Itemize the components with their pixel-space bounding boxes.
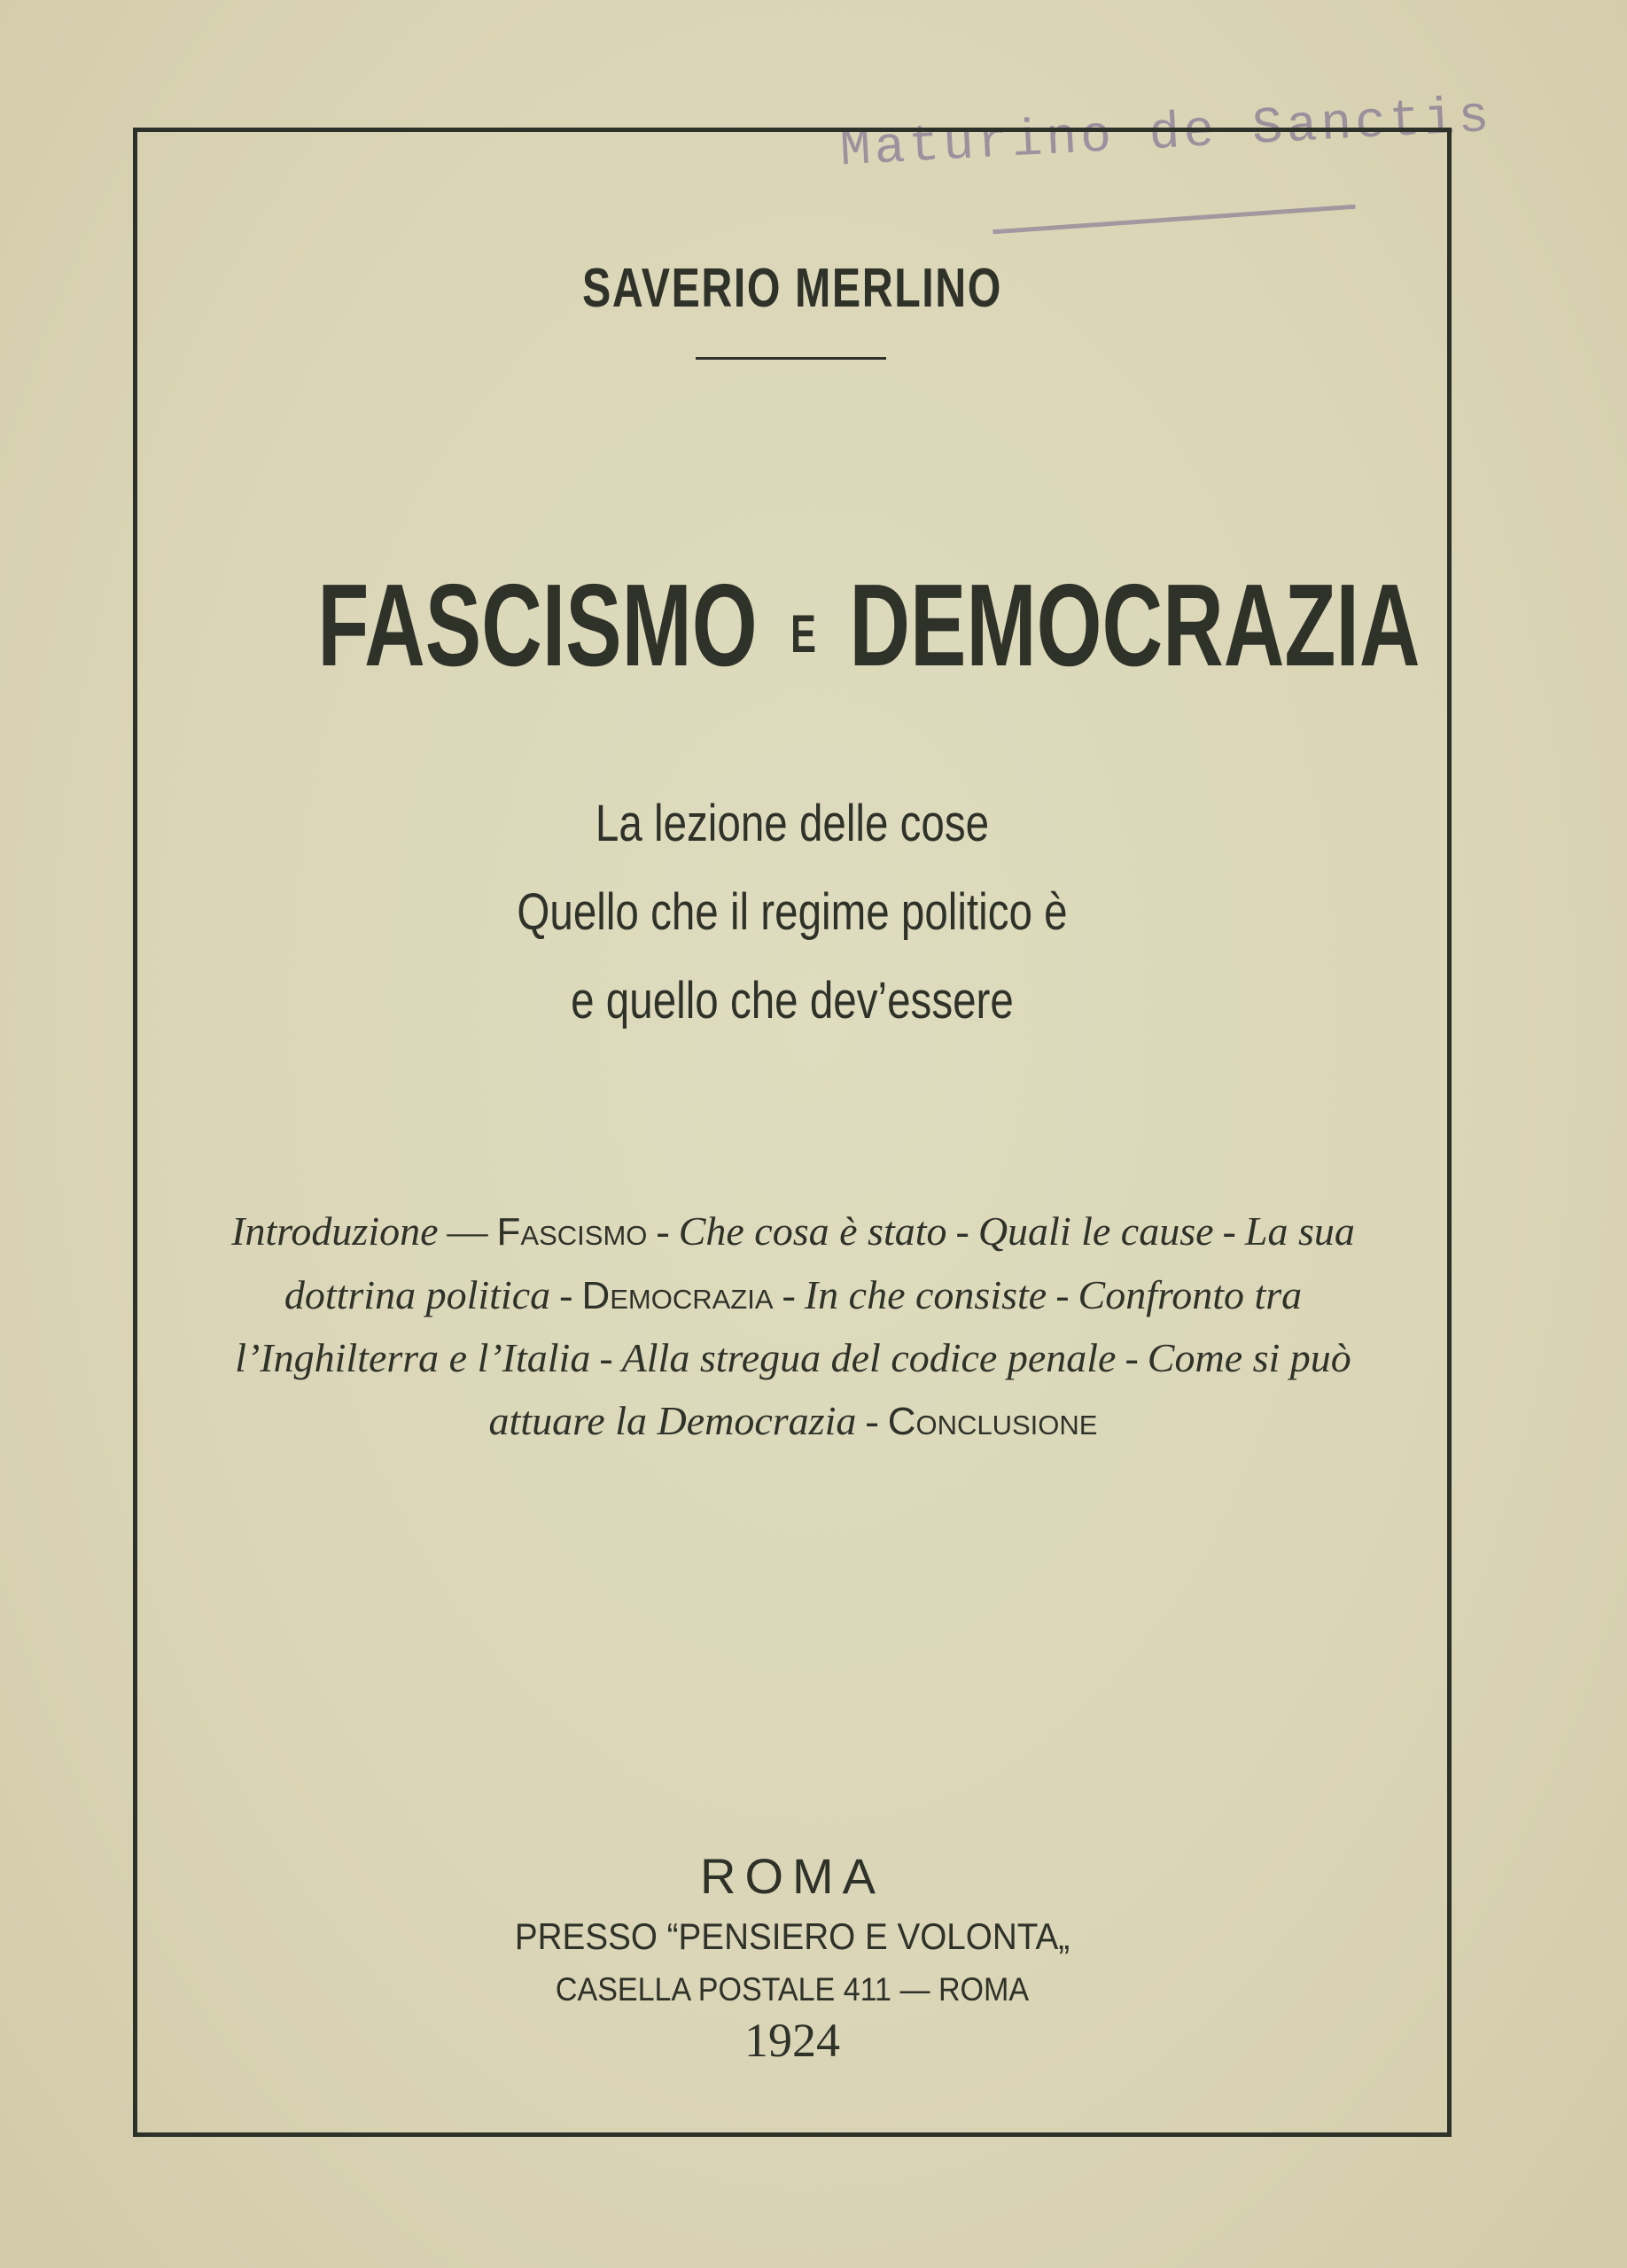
subtitle-line-1: La lezione delle cose <box>595 795 990 852</box>
contents-item: Fascismo <box>496 1210 648 1254</box>
imprint-publisher: PRESSO “PENSIERO E VOLONTA„ <box>514 1915 1070 1957</box>
imprint-year: 1924 <box>744 2014 840 2067</box>
contents-item: Introduzione <box>231 1208 439 1254</box>
contents-item: Democrazia <box>581 1273 774 1317</box>
imprint-address: CASELLA POSTALE 411 — ROMA <box>555 1971 1030 2008</box>
contents-item: Conclusione <box>887 1399 1098 1443</box>
contents-item: Alla stregua del codice penale <box>621 1335 1117 1380</box>
title-conjunction: E <box>790 604 816 664</box>
contents-item: In che consiste <box>804 1271 1047 1317</box>
contents-item: La sua dottrina politica <box>284 1208 1355 1317</box>
subtitle-line-2: Quello che il regime politico è <box>517 883 1068 941</box>
contents-item: Che cosa è stato <box>678 1208 947 1254</box>
table-of-contents <box>182 1200 1405 1453</box>
book-title <box>317 558 1421 692</box>
title-part-1: FASCISMO <box>317 560 758 690</box>
ownership-stamp: Maturino de Sanctis <box>838 88 1494 181</box>
contents-line-1: Introduzione — Fascismo - Che cosa è stato - Quali le cause - La sua dottrina politica - Democrazia - In che consiste - Confronto tra l’Inghilterra e l’Italia - Alla stregua del codice penale - Come si può attuare la Democrazia - Conclusione <box>231 1208 1355 1443</box>
imprint-city: ROMA <box>700 1848 884 1904</box>
author-name: SAVERIO MERLINO <box>582 258 1002 319</box>
page-border-frame <box>133 128 1452 2137</box>
subtitle <box>252 780 1333 1045</box>
contents-item: Quali le cause <box>977 1208 1214 1254</box>
subtitle-line-3: e quello che dev’essere <box>571 972 1014 1029</box>
contents-item: Confronto tra l’Inghilterra e l’Italia <box>235 1271 1303 1380</box>
title-part-2: DEMOCRAZIA <box>849 560 1421 690</box>
author-divider <box>696 357 886 360</box>
contents-item: Come si può attuare la Democrazia <box>488 1335 1351 1443</box>
